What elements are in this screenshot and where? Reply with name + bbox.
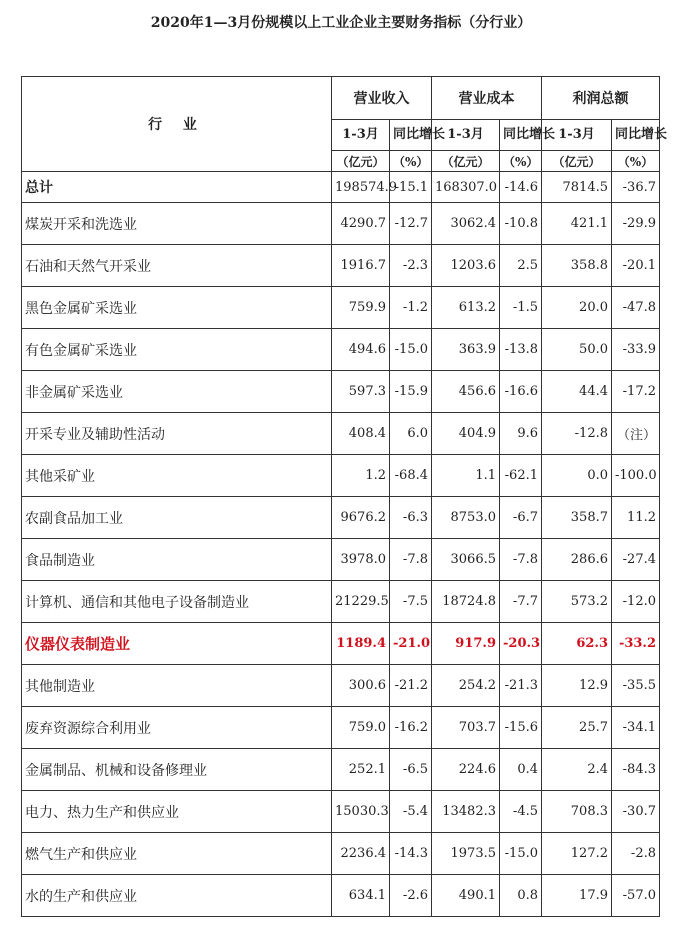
industry-name: 开采专业及辅助性活动	[22, 413, 332, 455]
cost-yoy: -10.8	[500, 203, 542, 245]
industry-name: 计算机、通信和其他电子设备制造业	[22, 581, 332, 623]
revenue-value: 4290.7	[332, 203, 390, 245]
revenue-yoy: -15.9	[390, 371, 432, 413]
revenue-yoy: -2.3	[390, 245, 432, 287]
revenue-yoy: -15.0	[390, 329, 432, 371]
table-row	[22, 455, 660, 497]
revenue-value: 21229.5	[332, 581, 390, 623]
unit-amount: （亿元）	[332, 151, 390, 172]
table-row	[22, 791, 660, 833]
cost-value: 13482.3	[432, 791, 500, 833]
table-row	[22, 539, 660, 581]
revenue-yoy: -68.4	[390, 455, 432, 497]
cost-yoy: -13.8	[500, 329, 542, 371]
cost-yoy: -14.6	[500, 172, 542, 203]
table-row	[22, 245, 660, 287]
industry-name: 石油和天然气开采业	[22, 245, 332, 287]
profit-yoy: -35.5	[612, 665, 660, 707]
industry-name: 农副食品加工业	[22, 497, 332, 539]
profit-yoy: （注）	[612, 413, 660, 455]
cost-value: 168307.0	[432, 172, 500, 203]
cost-value: 490.1	[432, 875, 500, 917]
industry-name: 水的生产和供应业	[22, 875, 332, 917]
subheader-yoy: 同比增长	[500, 120, 542, 151]
cost-yoy: 9.6	[500, 413, 542, 455]
profit-value: -12.8	[542, 413, 612, 455]
subheader-period: 1-3月	[542, 120, 612, 151]
profit-yoy: -57.0	[612, 875, 660, 917]
profit-value: 421.1	[542, 203, 612, 245]
cost-value: 8753.0	[432, 497, 500, 539]
subheader-period: 1-3月	[332, 120, 390, 151]
unit-amount: （亿元）	[432, 151, 500, 172]
subheader-yoy: 同比增长	[612, 120, 660, 151]
unit-percent: （%）	[612, 151, 660, 172]
cost-yoy: -16.6	[500, 371, 542, 413]
revenue-value: 759.0	[332, 707, 390, 749]
revenue-yoy: -21.0	[390, 623, 432, 665]
profit-value: 127.2	[542, 833, 612, 875]
table-row	[22, 287, 660, 329]
column-header-industry: 行 业	[22, 77, 332, 172]
revenue-value: 1.2	[332, 455, 390, 497]
table-row	[22, 329, 660, 371]
profit-value: 358.7	[542, 497, 612, 539]
profit-yoy: -30.7	[612, 791, 660, 833]
profit-value: 62.3	[542, 623, 612, 665]
cost-value: 363.9	[432, 329, 500, 371]
cost-yoy: -15.0	[500, 833, 542, 875]
profit-yoy: 11.2	[612, 497, 660, 539]
revenue-value: 634.1	[332, 875, 390, 917]
profit-yoy: -17.2	[612, 371, 660, 413]
profit-value: 573.2	[542, 581, 612, 623]
profit-value: 50.0	[542, 329, 612, 371]
cost-yoy: -7.7	[500, 581, 542, 623]
unit-percent: （%）	[390, 151, 432, 172]
revenue-value: 15030.3	[332, 791, 390, 833]
profit-yoy: -29.9	[612, 203, 660, 245]
cost-value: 1.1	[432, 455, 500, 497]
table-body	[22, 172, 660, 917]
unit-amount: （亿元）	[542, 151, 612, 172]
profit-value: 17.9	[542, 875, 612, 917]
cost-value: 404.9	[432, 413, 500, 455]
revenue-value: 494.6	[332, 329, 390, 371]
cost-yoy: -21.3	[500, 665, 542, 707]
revenue-yoy: -6.3	[390, 497, 432, 539]
cost-value: 613.2	[432, 287, 500, 329]
cost-yoy: -6.7	[500, 497, 542, 539]
page-title: 2020年1—3月份规模以上工业企业主要财务指标（分行业）	[150, 15, 532, 31]
column-group-cost: 营业成本	[432, 77, 542, 120]
revenue-yoy: -6.5	[390, 749, 432, 791]
industry-name: 燃气生产和供应业	[22, 833, 332, 875]
cost-value: 254.2	[432, 665, 500, 707]
revenue-value: 3978.0	[332, 539, 390, 581]
table-row	[22, 203, 660, 245]
revenue-yoy: -14.3	[390, 833, 432, 875]
revenue-yoy: -21.2	[390, 665, 432, 707]
table-row	[22, 413, 660, 455]
table-row	[22, 371, 660, 413]
cost-yoy: -7.8	[500, 539, 542, 581]
table-row	[22, 581, 660, 623]
cost-value: 3062.4	[432, 203, 500, 245]
table-row	[22, 665, 660, 707]
cost-yoy: -15.6	[500, 707, 542, 749]
cost-value: 3066.5	[432, 539, 500, 581]
profit-value: 358.8	[542, 245, 612, 287]
table-row	[22, 707, 660, 749]
industry-name: 总计	[22, 172, 332, 203]
profit-value: 708.3	[542, 791, 612, 833]
profit-yoy: -2.8	[612, 833, 660, 875]
cost-value: 224.6	[432, 749, 500, 791]
revenue-yoy: -5.4	[390, 791, 432, 833]
profit-yoy: -20.1	[612, 245, 660, 287]
profit-yoy: -33.9	[612, 329, 660, 371]
revenue-yoy: -16.2	[390, 707, 432, 749]
revenue-value: 759.9	[332, 287, 390, 329]
profit-yoy: -34.1	[612, 707, 660, 749]
revenue-yoy: 6.0	[390, 413, 432, 455]
profit-yoy: -36.7	[612, 172, 660, 203]
profit-value: 20.0	[542, 287, 612, 329]
cost-value: 1973.5	[432, 833, 500, 875]
revenue-yoy: -7.5	[390, 581, 432, 623]
industry-name: 电力、热力生产和供应业	[22, 791, 332, 833]
profit-yoy: -100.0	[612, 455, 660, 497]
profit-value: 7814.5	[542, 172, 612, 203]
subheader-yoy: 同比增长	[390, 120, 432, 151]
profit-value: 12.9	[542, 665, 612, 707]
cost-value: 703.7	[432, 707, 500, 749]
cost-yoy: 0.4	[500, 749, 542, 791]
revenue-value: 198574.9	[332, 172, 390, 203]
revenue-value: 1189.4	[332, 623, 390, 665]
cost-value: 917.9	[432, 623, 500, 665]
revenue-value: 408.4	[332, 413, 390, 455]
cost-yoy: -62.1	[500, 455, 542, 497]
financial-indicators-table	[21, 76, 668, 917]
cost-yoy: -4.5	[500, 791, 542, 833]
industry-name: 仪器仪表制造业	[22, 623, 332, 665]
cost-value: 18724.8	[432, 581, 500, 623]
cost-value: 1203.6	[432, 245, 500, 287]
revenue-value: 2236.4	[332, 833, 390, 875]
profit-yoy: -12.0	[612, 581, 660, 623]
profit-value: 25.7	[542, 707, 612, 749]
industry-name: 其他制造业	[22, 665, 332, 707]
cost-yoy: -1.5	[500, 287, 542, 329]
cost-yoy: 0.8	[500, 875, 542, 917]
table-row	[22, 497, 660, 539]
profit-value: 0.0	[542, 455, 612, 497]
table-row	[22, 749, 660, 791]
column-group-revenue: 营业收入	[332, 77, 432, 120]
table-row	[22, 875, 660, 917]
subheader-period: 1-3月	[432, 120, 500, 151]
profit-value: 286.6	[542, 539, 612, 581]
industry-name: 煤炭开采和洗选业	[22, 203, 332, 245]
industry-name: 其他采矿业	[22, 455, 332, 497]
revenue-yoy: -2.6	[390, 875, 432, 917]
table-row	[22, 833, 660, 875]
profit-yoy: -27.4	[612, 539, 660, 581]
revenue-value: 1916.7	[332, 245, 390, 287]
revenue-yoy: -12.7	[390, 203, 432, 245]
industry-name: 金属制品、机械和设备修理业	[22, 749, 332, 791]
column-group-profit: 利润总额	[542, 77, 660, 120]
profit-yoy: -47.8	[612, 287, 660, 329]
revenue-value: 300.6	[332, 665, 390, 707]
industry-name: 黑色金属矿采选业	[22, 287, 332, 329]
industry-name: 食品制造业	[22, 539, 332, 581]
profit-yoy: -33.2	[612, 623, 660, 665]
profit-value: 2.4	[542, 749, 612, 791]
cost-value: 456.6	[432, 371, 500, 413]
revenue-value: 597.3	[332, 371, 390, 413]
table-row	[22, 623, 660, 665]
revenue-yoy: -7.8	[390, 539, 432, 581]
industry-name: 有色金属矿采选业	[22, 329, 332, 371]
unit-percent: （%）	[500, 151, 542, 172]
revenue-value: 252.1	[332, 749, 390, 791]
profit-value: 44.4	[542, 371, 612, 413]
revenue-value: 9676.2	[332, 497, 390, 539]
industry-name: 非金属矿采选业	[22, 371, 332, 413]
profit-yoy: -84.3	[612, 749, 660, 791]
table-row-total	[22, 172, 660, 203]
revenue-yoy: -1.2	[390, 287, 432, 329]
cost-yoy: 2.5	[500, 245, 542, 287]
industry-name: 废弃资源综合利用业	[22, 707, 332, 749]
cost-yoy: -20.3	[500, 623, 542, 665]
revenue-yoy: -15.1	[390, 172, 432, 203]
